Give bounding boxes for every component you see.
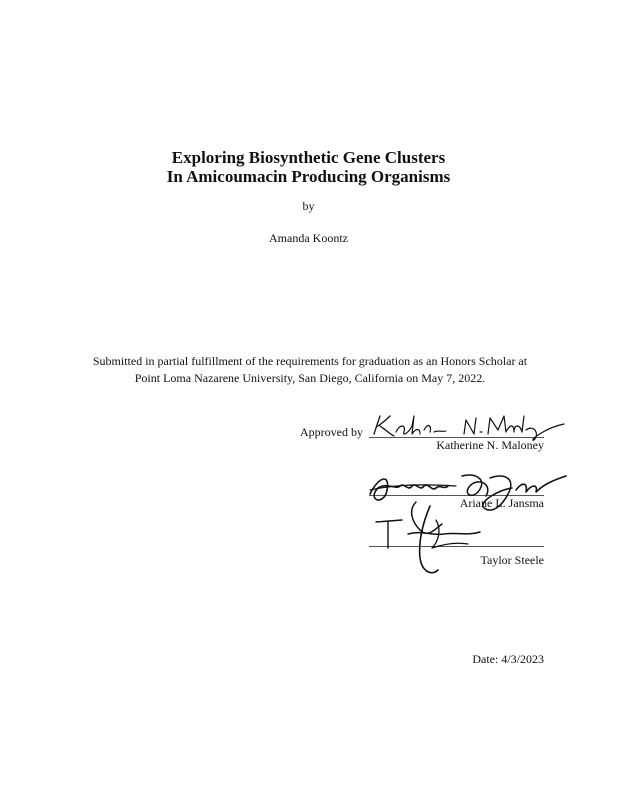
title-line-2: In Amicoumacin Producing Organisms xyxy=(166,167,451,186)
title-line-1: Exploring Biosynthetic Gene Clusters xyxy=(171,148,446,167)
submission-statement xyxy=(60,353,560,387)
submission-line-2: Point Loma Nazarene University, San Diego, California on May 7, 2022. xyxy=(134,371,486,385)
signature-3 xyxy=(372,500,492,578)
approval-date: Date: 4/3/2023 xyxy=(472,652,544,666)
author-name: Amanda Koontz xyxy=(269,231,348,245)
approver-name-2: Ariane L. Jansma xyxy=(459,496,544,510)
submission-line-1: Submitted in partial fulfillment of the requirements for graduation as an Honors Scholar at xyxy=(92,354,528,368)
approver-name-3: Taylor Steele xyxy=(480,553,544,567)
approved-by-label: Approved by xyxy=(300,425,363,439)
by-label: by xyxy=(302,199,315,213)
approver-name-1: Katherine N. Maloney xyxy=(436,438,544,452)
